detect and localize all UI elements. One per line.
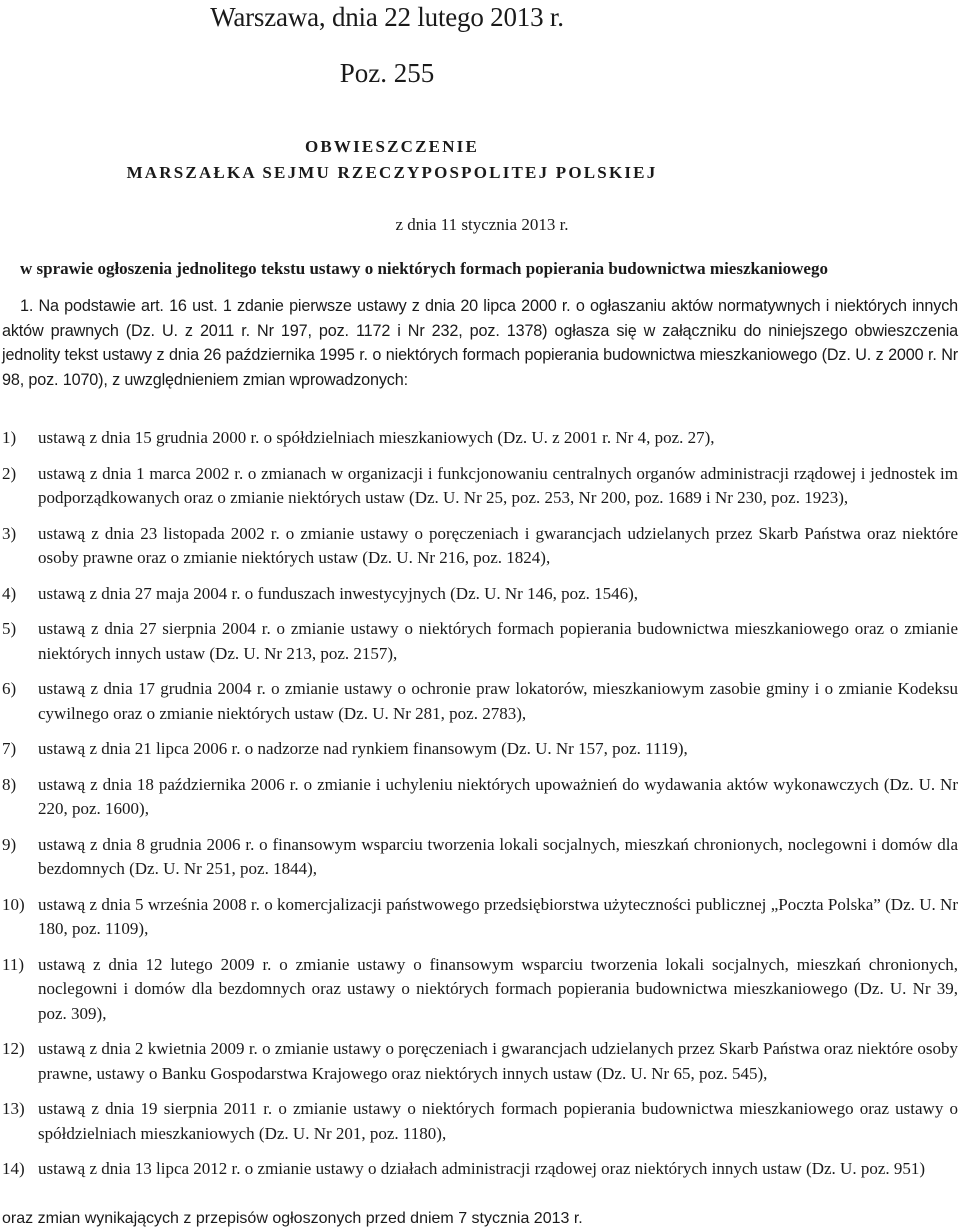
amendment-number: 8)	[2, 774, 17, 794]
document-date: z dnia 11 stycznia 2013 r.	[395, 215, 569, 234]
amendment-number: 12)	[2, 1039, 25, 1058]
amendment-item	[2, 737, 958, 762]
amendment-text: ustawą z dnia 27 maja 2004 r. o funduszach inwestycyjnych (Dz. U. Nr 146, poz. 1546),	[38, 583, 639, 603]
amendment-text: ustawą z dnia 12 lutego 2009 r. o zmianie ustawy o finansowym wsparciu tworzenia lokali socjalnych, mieszkań chronionych, noclegowni i domów dla bezdomnych oraz ustawy o niektórych formach popierania budownictwa mieszkaniowego (Dz. U. Nr 39, poz. 309),	[38, 954, 958, 1023]
amendment-number: 14)	[2, 1159, 25, 1178]
amendment-text: ustawą z dnia 27 sierpnia 2004 r. o zmianie ustawy o niektórych formach popierania budownictwa mieszkaniowego oraz o zmianie niektórych innych ustaw (Dz. U. Nr 213, poz. 2157),	[38, 619, 958, 663]
amendment-number: 11)	[2, 954, 25, 974]
amendment-text: ustawą z dnia 15 grudnia 2000 r. o spółdzielniach mieszkaniowych (Dz. U. z 2001 r. Nr 4, poz. 27),	[38, 428, 715, 447]
amendment-number: 2)	[2, 463, 17, 483]
amendment-number: 7)	[2, 739, 17, 758]
amendment-text: ustawą z dnia 19 sierpnia 2011 r. o zmianie ustawy o niektórych formach popierania budownictwa mieszkaniowego oraz ustawy o spółdzielniach mieszkaniowych (Dz. U. Nr 201, poz. 1180),	[38, 1099, 958, 1143]
document-page	[2, 0, 958, 1232]
amendment-item	[2, 953, 958, 1027]
amendment-item	[2, 462, 958, 511]
amendment-number: 5)	[2, 619, 17, 638]
document-subject: w sprawie ogłoszenia jednolitego tekstu ustawy o niektórych formach popierania budownictwa mieszkaniowego	[20, 259, 828, 278]
amendment-text: ustawą z dnia 5 września 2008 r. o komercjalizacji państwowego przedsiębiorstwa użyteczności publicznej „Poczta Polska” (Dz. U. Nr 180, poz. 1109),	[38, 894, 958, 938]
amendment-number: 1)	[2, 428, 17, 447]
amendment-text: ustawą z dnia 8 grudnia 2006 r. o finansowym wsparciu tworzenia lokali socjalnych, mieszkań chronionych, noclegowni i domów dla bezdomnych (Dz. U. Nr 251, poz. 1844),	[38, 834, 958, 878]
amendment-text: ustawą z dnia 1 marca 2002 r. o zmianach w organizacji i funkcjonowaniu centralnych organów administracji rządowej i jednostek im podporządkowanych oraz o zmianie niektórych ustaw (Dz. U. Nr 25, poz. 253, Nr 200, poz. 1689 i Nr 230, poz. 1923),	[38, 463, 958, 507]
amendment-number: 10)	[2, 894, 25, 914]
document-type-title: OBWIESZCZENIE	[304, 137, 480, 156]
amendment-item	[2, 522, 958, 571]
amendment-number: 6)	[2, 679, 17, 698]
amendment-number: 9)	[2, 834, 17, 854]
closing-paragraph: oraz zmian wynikających z przepisów ogłoszonych przed dniem 7 stycznia 2013 r.	[2, 1210, 583, 1227]
amendment-number: 13)	[2, 1099, 25, 1118]
intro-paragraph: 1. Na podstawie art. 16 ust. 1 zdanie pierwsze ustawy z dnia 20 lipca 2000 r. o ogłaszaniu aktów normatywnych i niektórych innych aktów prawnych (Dz. U. z 2011 r. Nr 197, poz. 1172 i Nr 232, poz. 1378) ogłasza się w załączniku do niniejszego obwieszczenia jednolity tekst ustawy z dnia 26 października 1995 r. o niektórych formach popierania budownictwa mieszkaniowego (Dz. U. z 2000 r. Nr 98, poz. 1070), z uwzględnieniem zmian wprowadzonych:	[2, 297, 958, 389]
amendment-item	[2, 1037, 958, 1086]
amendments-list	[2, 426, 958, 1193]
amendment-text: ustawą z dnia 2 kwietnia 2009 r. o zmianie ustawy o poręczeniach i gwarancjach udzielanych przez Skarb Państwa oraz niektóre osoby prawne, ustawy o Banku Gospodarstwa Krajowego oraz niektórych innych ustaw (Dz. U. Nr 65, poz. 545),	[38, 1039, 958, 1083]
issuer-title: MARSZAŁKA SEJMU RZECZYPOSPOLITEJ POLSKIEJ	[126, 163, 658, 182]
amendment-item	[2, 1157, 958, 1182]
amendment-text: ustawą z dnia 13 lipca 2012 r. o zmianie ustawy o działach administracji rządowej oraz niektórych innych ustaw (Dz. U. poz. 951)	[38, 1159, 926, 1178]
amendment-item	[2, 426, 958, 451]
amendment-item	[2, 773, 958, 822]
amendment-text: ustawą z dnia 21 lipca 2006 r. o nadzorze nad rynkiem finansowym (Dz. U. Nr 157, poz. 1119),	[38, 739, 688, 758]
amendment-item	[2, 833, 958, 882]
amendment-item	[2, 893, 958, 942]
amendment-item	[2, 582, 958, 607]
position-number: Poz. 255	[339, 58, 435, 88]
amendment-item	[2, 677, 958, 726]
place-date-header: Warszawa, dnia 22 lutego 2013 r.	[210, 2, 564, 32]
amendment-text: ustawą z dnia 18 października 2006 r. o zmianie i uchyleniu niektórych upoważnień do wydawania aktów wykonawczych (Dz. U. Nr 220, poz. 1600),	[38, 774, 958, 818]
amendment-item	[2, 1097, 958, 1146]
amendment-text: ustawą z dnia 17 grudnia 2004 r. o zmianie ustawy o ochronie praw lokatorów, mieszkaniowym zasobie gminy i o zmianie Kodeksu cywilnego oraz o zmianie niektórych ustaw (Dz. U. Nr 281, poz. 2783),	[38, 679, 958, 723]
amendment-number: 4)	[2, 583, 17, 603]
amendment-number: 3)	[2, 523, 17, 543]
amendment-item	[2, 617, 958, 666]
amendment-text: ustawą z dnia 23 listopada 2002 r. o zmianie ustawy o poręczeniach i gwarancjach udzielanych przez Skarb Państwa oraz niektóre osoby prawne oraz o zmianie niektórych ustaw (Dz. U. Nr 216, poz. 1824),	[38, 523, 958, 567]
